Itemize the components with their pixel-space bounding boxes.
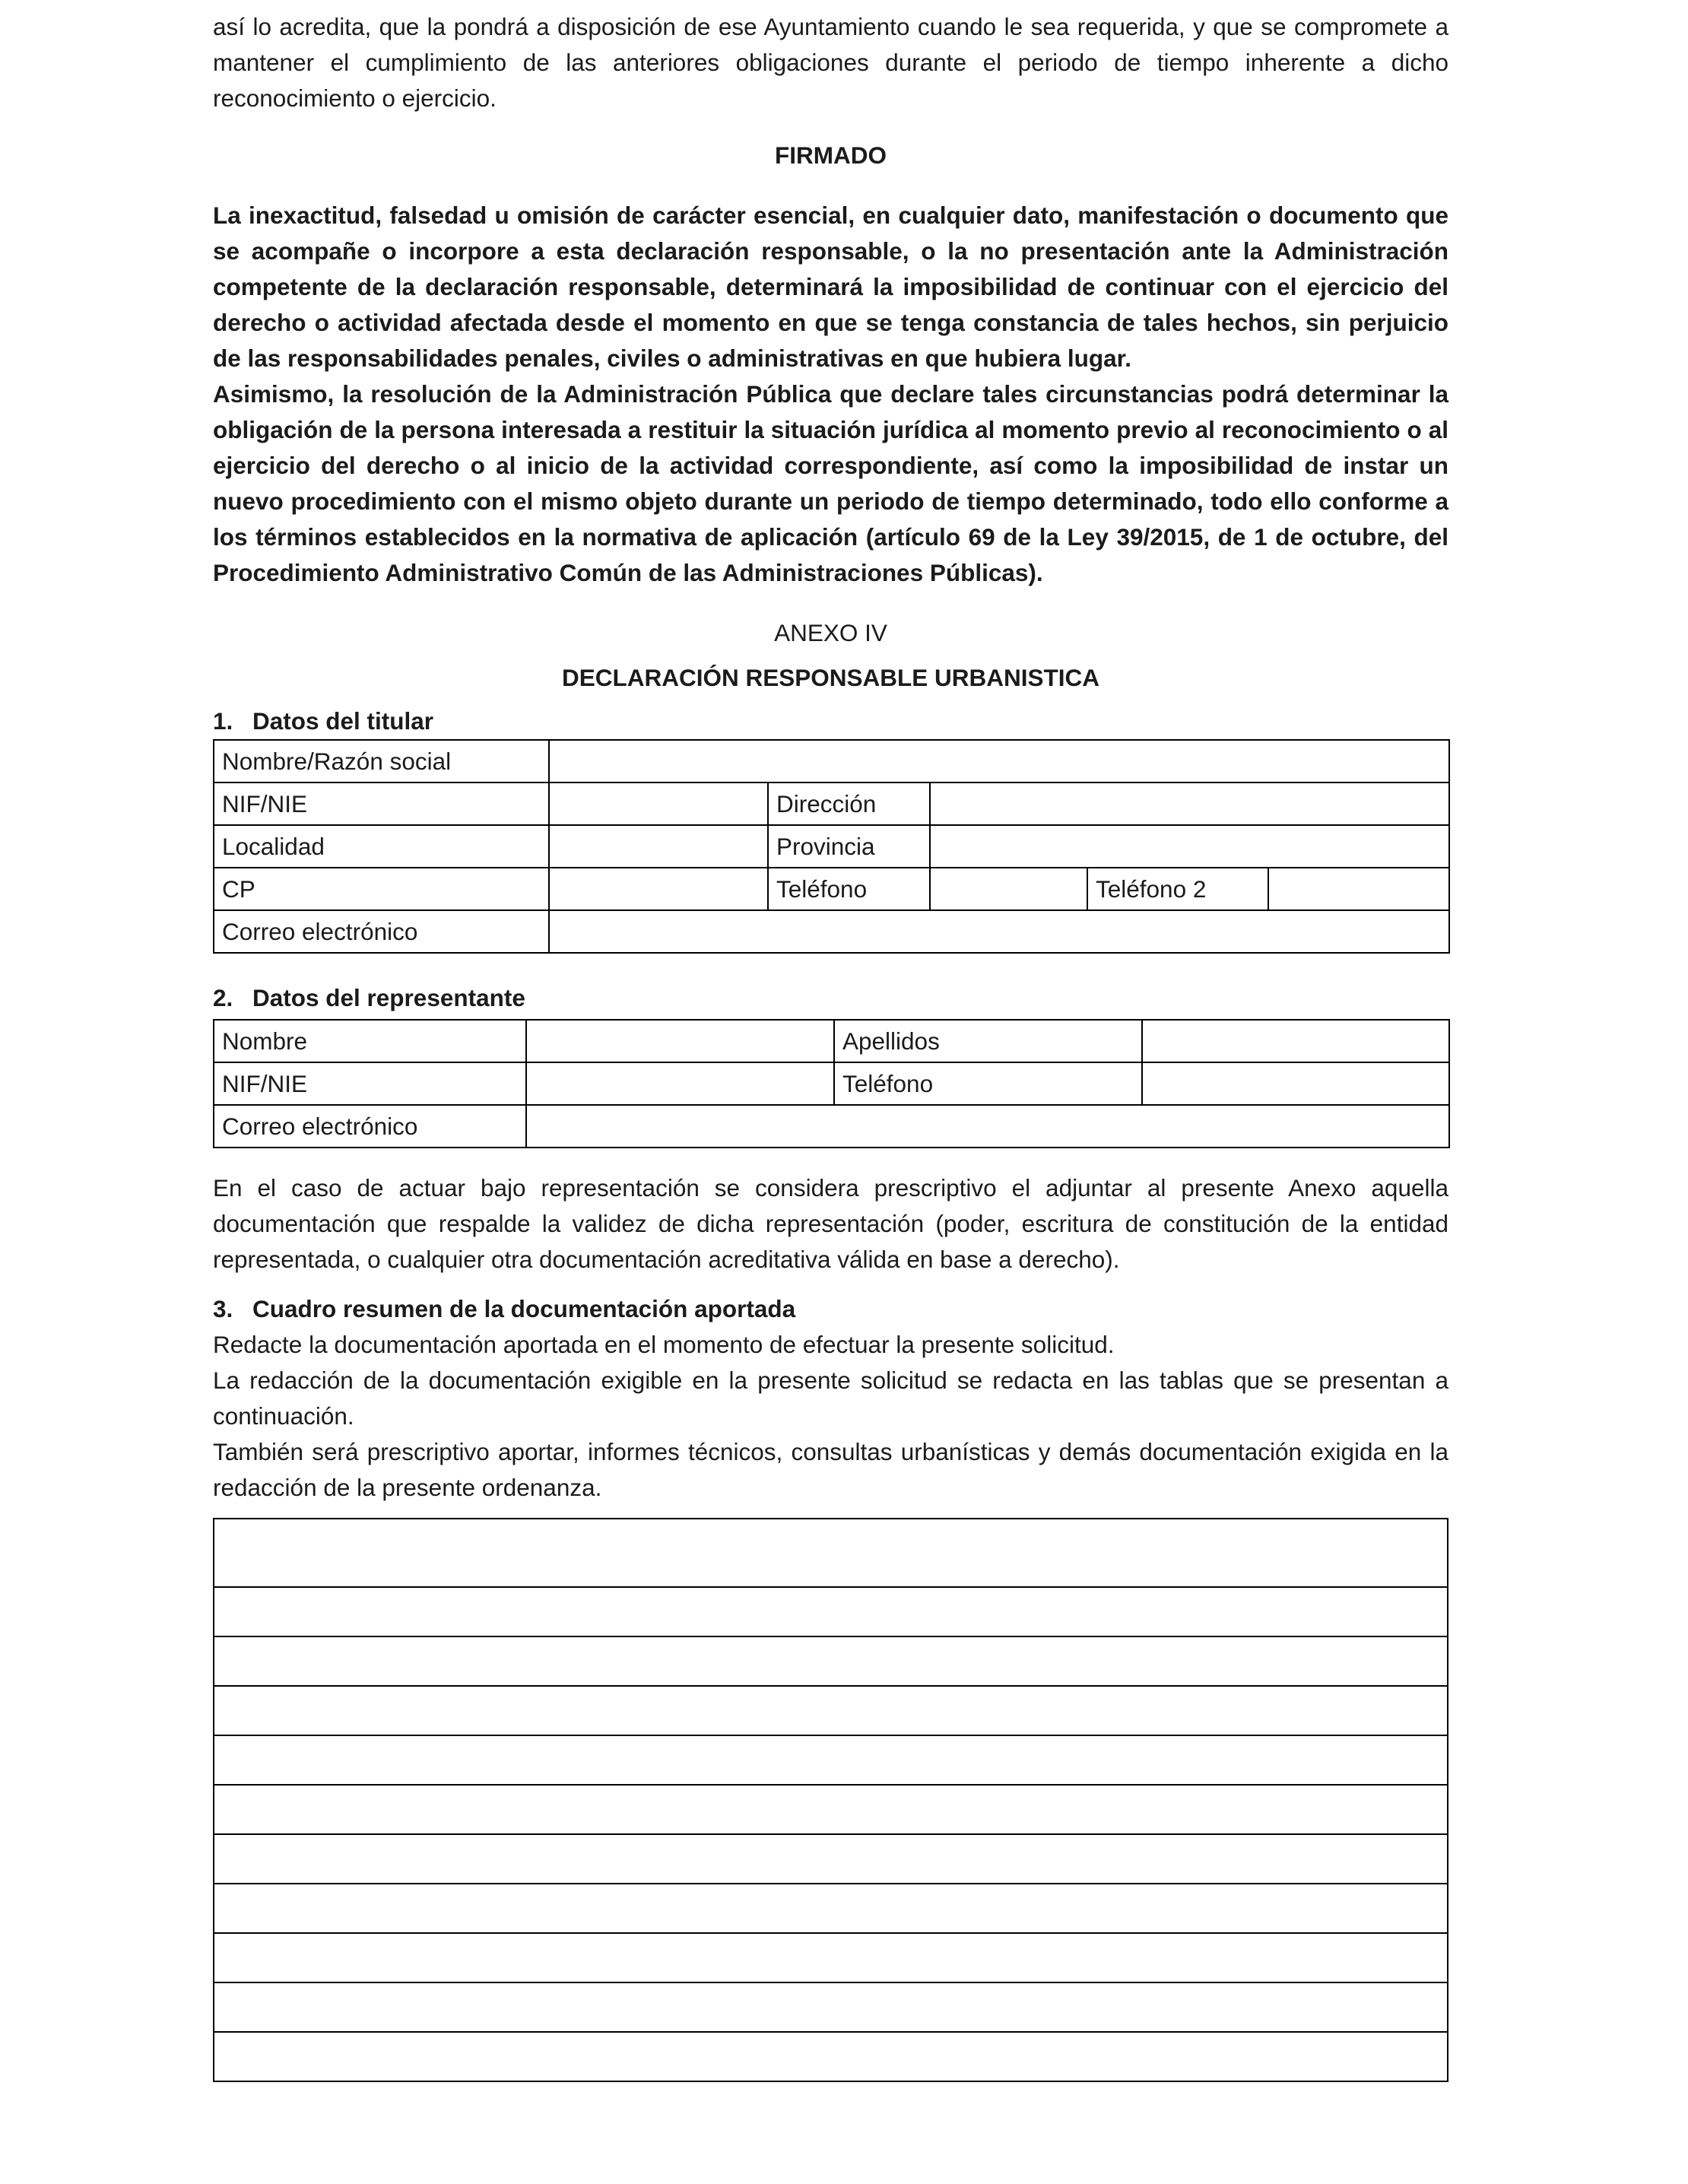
annex-title: DECLARACIÓN RESPONSABLE URBANISTICA	[561, 664, 1100, 691]
section-3-paragraph-3: También será prescriptivo aportar, informes técnicos, consultas urbanísticas y demás documentación exigida en la redacción de la presente ordenanza.	[213, 1438, 1448, 1501]
summary-table-row	[214, 2032, 1448, 2081]
legal-notice-paragraph-1: La inexactitud, falsedad u omisión de carácter esencial, en cualquier dato, manifestación o documento que se acompañe o incorpore a esta declaración responsable, o la no presentación ante la Administración competente de la declaración responsable, determinará la imposibilidad de continuar con el ejercicio del derecho o actividad afectada desde el momento en que se tenga constancia de tales hechos, sin perjuicio de las responsabilidades penales, civiles o administrativas en que hubiera lugar.	[213, 202, 1448, 372]
titular-telefono-2-value-cell	[1268, 868, 1449, 910]
titular-nif-nie-value-cell	[549, 782, 768, 825]
table-row	[214, 1062, 1449, 1105]
titular-direccion-value-cell	[930, 782, 1449, 825]
summary-table-row	[214, 1933, 1448, 1982]
representante-telefono-value-cell	[1142, 1062, 1449, 1105]
section-2-heading	[213, 980, 1448, 1016]
legal-notice-paragraph-2: Asimismo, la resolución de la Administración Pública que declare tales circunstancias podrá determinar la obligación de la persona interesada a restituir la situación jurídica al momento previo al reconocimiento o al ejercicio del derecho o al inicio de la actividad correspondiente, así como la imposibilidad de instar un nuevo procedimiento con el mismo objeto durante un periodo de tiempo determinado, todo ello conforme a los términos establecidos en la normativa de aplicación (artículo 69 de la Ley 39/2015, de 1 de octubre, del Procedimiento Administrativo Común de las Administraciones Públicas).	[213, 380, 1448, 586]
summary-table-cell	[214, 1884, 1448, 1933]
representante-correo-electronico-label: Correo electrónico	[214, 1105, 526, 1148]
summary-table-cell	[214, 2032, 1448, 2081]
section-2-title: Datos del representante	[252, 984, 525, 1011]
titular-telefono-value-cell	[930, 868, 1087, 910]
representante-telefono-label: Teléfono	[834, 1062, 1142, 1105]
titular-provincia-label: Provincia	[768, 825, 930, 868]
representation-note-paragraph: En el caso de actuar bajo representación se considera prescriptivo el adjuntar al presente Anexo aquella documentación que respalde la validez de dicha representación (poder, escritura de constitución de la entidad representada, o cualquier otra documentación acreditativa válida en base a derecho).	[213, 1174, 1448, 1273]
section-2-number: 2.	[213, 984, 233, 1011]
summary-table-row	[214, 1686, 1448, 1735]
annex-label: ANEXO IV	[774, 619, 887, 646]
section-3-paragraph-2: La redacción de la documentación exigible en la presente solicitud se redacta en las tablas que se presentan a continuación.	[213, 1367, 1448, 1430]
summary-table-row	[214, 1735, 1448, 1785]
table-row	[214, 740, 1449, 782]
summary-table-row	[214, 1587, 1448, 1636]
table-row	[214, 1105, 1449, 1148]
titular-nombre-razon-social-label: Nombre/Razón social	[214, 740, 549, 782]
summary-table-cell	[214, 1834, 1448, 1884]
representante-apellidos-value-cell	[1142, 1020, 1449, 1062]
table-row	[214, 910, 1449, 953]
summary-table-cell	[214, 1785, 1448, 1834]
section-1-number: 1.	[213, 707, 233, 735]
documentation-summary-table-body	[214, 1519, 1448, 2081]
section-3-title: Cuadro resumen de la documentación aportada	[252, 1295, 796, 1322]
representante-nif-nie-value-cell	[526, 1062, 834, 1105]
summary-table-cell	[214, 1686, 1448, 1735]
titular-cp-value-cell	[549, 868, 768, 910]
summary-table-row	[214, 1884, 1448, 1933]
summary-table-cell	[214, 1735, 1448, 1785]
table-row	[214, 868, 1449, 910]
intro-paragraph: así lo acredita, que la pondrá a disposición de ese Ayuntamiento cuando le sea requerida, y que se compromete a mantener el cumplimiento de las anteriores obligaciones durante el periodo de tiempo inherente a dicho reconocimiento o ejercicio.	[213, 13, 1448, 112]
representante-apellidos-label: Apellidos	[834, 1020, 1142, 1062]
titular-nombre-razon-social-value-cell	[549, 740, 1449, 782]
representante-table	[213, 1019, 1450, 1148]
summary-table-cell	[214, 1982, 1448, 2032]
summary-table-row	[214, 1834, 1448, 1884]
titular-correo-electronico-label: Correo electrónico	[214, 910, 549, 953]
table-row	[214, 1020, 1449, 1062]
titular-correo-electronico-value-cell	[549, 910, 1449, 953]
titular-localidad-label: Localidad	[214, 825, 549, 868]
summary-table-cell	[214, 1587, 1448, 1636]
titular-direccion-label: Dirección	[768, 782, 930, 825]
representante-nombre-label: Nombre	[214, 1020, 526, 1062]
representante-correo-electronico-value-cell	[526, 1105, 1449, 1148]
titular-telefono-2-label: Teléfono 2	[1087, 868, 1268, 910]
section-1-heading	[213, 703, 1448, 739]
titular-cp-label: CP	[214, 868, 549, 910]
titular-nif-nie-label: NIF/NIE	[214, 782, 549, 825]
section-3-number: 3.	[213, 1295, 233, 1322]
summary-table-cell	[214, 1519, 1448, 1587]
table-row	[214, 825, 1449, 868]
titular-localidad-value-cell	[549, 825, 768, 868]
summary-table-cell	[214, 1636, 1448, 1686]
summary-table-row	[214, 1636, 1448, 1686]
titular-telefono-label: Teléfono	[768, 868, 930, 910]
representante-nombre-value-cell	[526, 1020, 834, 1062]
titular-table	[213, 739, 1450, 954]
summary-table-cell	[214, 1933, 1448, 1982]
summary-table-row	[214, 1785, 1448, 1834]
table-row	[214, 782, 1449, 825]
titular-provincia-value-cell	[930, 825, 1449, 868]
firmado-heading: FIRMADO	[775, 141, 887, 169]
documentation-summary-table	[213, 1518, 1448, 2082]
section-1-title: Datos del titular	[252, 707, 434, 735]
summary-table-row	[214, 1982, 1448, 2032]
representante-nif-nie-label: NIF/NIE	[214, 1062, 526, 1105]
summary-table-row	[214, 1519, 1448, 1587]
section-3-heading	[213, 1291, 1448, 1327]
section-3-paragraph-1: Redacte la documentación aportada en el momento de efectuar la presente solicitud.	[213, 1331, 1115, 1358]
